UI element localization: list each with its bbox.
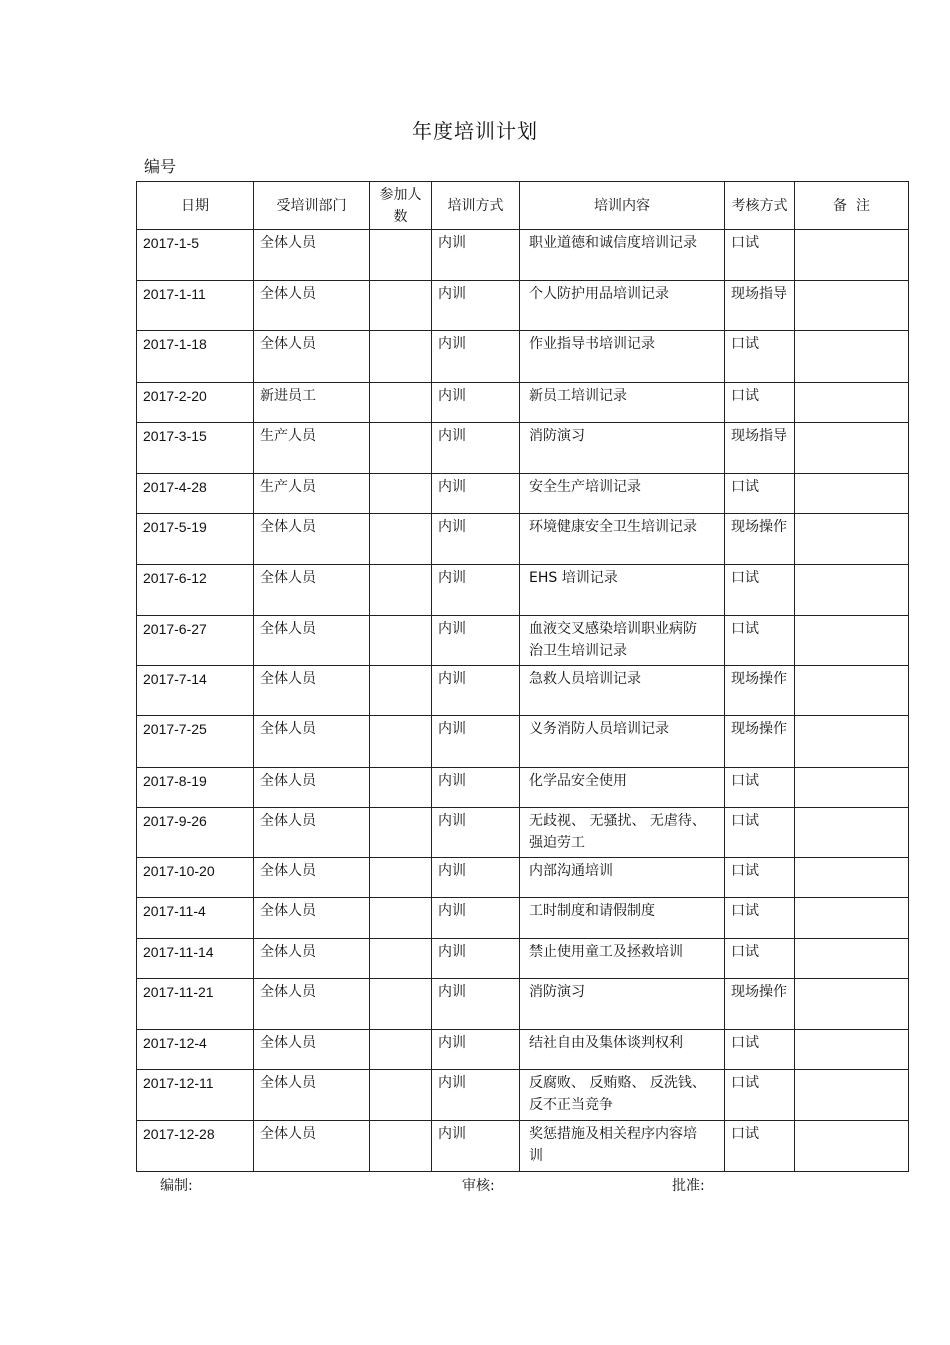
cell-remark: [795, 514, 909, 565]
table-row: [137, 1030, 909, 1070]
cell-check: 口试: [725, 1070, 795, 1121]
cell-remark: [795, 979, 909, 1030]
cell-date: 2017-7-25: [137, 716, 254, 768]
cell-content: 消防演习: [520, 979, 725, 1030]
cell-content: 新员工培训记录: [520, 383, 725, 423]
cell-remark: [795, 716, 909, 768]
cell-date: 2017-11-14: [137, 939, 254, 979]
cell-dept: 全体人员: [254, 1070, 370, 1121]
cell-check: 口试: [725, 768, 795, 808]
cell-dept: 全体人员: [254, 666, 370, 716]
cell-date: 2017-6-12: [137, 565, 254, 616]
table-row: [137, 423, 909, 474]
cell-check: 口试: [725, 1121, 795, 1172]
cell-count: [370, 281, 432, 331]
header-dept: 受培训部门: [254, 182, 370, 230]
cell-content: 化学品安全使用: [520, 768, 725, 808]
cell-remark: [795, 808, 909, 858]
cell-remark: [795, 666, 909, 716]
cell-content: 职业道德和诚信度培训记录: [520, 230, 725, 281]
cell-check: 现场指导: [725, 281, 795, 331]
table-row: [137, 716, 909, 768]
cell-method: 内训: [432, 808, 520, 858]
cell-remark: [795, 768, 909, 808]
cell-method: 内训: [432, 474, 520, 514]
cell-count: [370, 383, 432, 423]
cell-content: 个人防护用品培训记录: [520, 281, 725, 331]
cell-check: 口试: [725, 939, 795, 979]
cell-date: 2017-4-28: [137, 474, 254, 514]
cell-check: 现场指导: [725, 423, 795, 474]
table-row: [137, 898, 909, 939]
cell-content: 反腐败、 反贿赂、 反洗钱、反不正当竞争: [520, 1070, 725, 1121]
cell-remark: [795, 939, 909, 979]
training-plan-table: [136, 181, 909, 1172]
cell-dept: 生产人员: [254, 474, 370, 514]
cell-date: 2017-9-26: [137, 808, 254, 858]
cell-count: [370, 979, 432, 1030]
cell-dept: 全体人员: [254, 281, 370, 331]
table-row: [137, 331, 909, 383]
document-code-label: 编号: [144, 157, 177, 176]
table-row: [137, 616, 909, 666]
cell-method: 内训: [432, 768, 520, 808]
cell-method: 内训: [432, 565, 520, 616]
cell-dept: 全体人员: [254, 1121, 370, 1172]
table-row: [137, 514, 909, 565]
header-remark: 备 注: [795, 182, 909, 230]
table-row: [137, 474, 909, 514]
cell-content: 消防演习: [520, 423, 725, 474]
cell-method: 内训: [432, 858, 520, 898]
table-row: [137, 1070, 909, 1121]
table-row: [137, 768, 909, 808]
cell-count: [370, 1121, 432, 1172]
cell-remark: [795, 1070, 909, 1121]
cell-dept: 全体人员: [254, 1030, 370, 1070]
table-row: [137, 383, 909, 423]
header-date: 日期: [137, 182, 254, 230]
cell-method: 内训: [432, 979, 520, 1030]
cell-count: [370, 474, 432, 514]
cell-remark: [795, 1030, 909, 1070]
cell-check: 口试: [725, 1030, 795, 1070]
cell-count: [370, 666, 432, 716]
cell-content: 奖惩措施及相关程序内容培训: [520, 1121, 725, 1172]
cell-content: 急救人员培训记录: [520, 666, 725, 716]
cell-content: 血液交叉感染培训职业病防治卫生培训记录: [520, 616, 725, 666]
table-row: [137, 979, 909, 1030]
cell-date: 2017-12-11: [137, 1070, 254, 1121]
cell-count: [370, 1030, 432, 1070]
cell-method: 内训: [432, 616, 520, 666]
table-header-row: [137, 182, 909, 230]
cell-check: 口试: [725, 383, 795, 423]
cell-date: 2017-8-19: [137, 768, 254, 808]
cell-dept: 全体人员: [254, 514, 370, 565]
cell-content: 安全生产培训记录: [520, 474, 725, 514]
cell-method: 内训: [432, 666, 520, 716]
cell-method: 内训: [432, 423, 520, 474]
cell-content: 无歧视、 无骚扰、 无虐待、强迫劳工: [520, 808, 725, 858]
cell-check: 现场操作: [725, 716, 795, 768]
cell-check: 现场操作: [725, 514, 795, 565]
cell-remark: [795, 230, 909, 281]
cell-content: 内部沟通培训: [520, 858, 725, 898]
cell-check: 口试: [725, 565, 795, 616]
cell-count: [370, 423, 432, 474]
cell-date: 2017-2-20: [137, 383, 254, 423]
cell-check: 口试: [725, 808, 795, 858]
cell-count: [370, 716, 432, 768]
cell-check: 口试: [725, 230, 795, 281]
table-row: [137, 281, 909, 331]
header-check: 考核方式: [725, 182, 795, 230]
cell-date: 2017-1-18: [137, 331, 254, 383]
cell-count: [370, 230, 432, 281]
cell-content: 义务消防人员培训记录: [520, 716, 725, 768]
cell-remark: [795, 383, 909, 423]
cell-remark: [795, 858, 909, 898]
table-row: [137, 230, 909, 281]
cell-remark: [795, 616, 909, 666]
cell-remark: [795, 565, 909, 616]
table-row: [137, 858, 909, 898]
cell-method: 内训: [432, 1070, 520, 1121]
cell-dept: 全体人员: [254, 565, 370, 616]
table-row: [137, 808, 909, 858]
cell-remark: [795, 281, 909, 331]
cell-method: 内训: [432, 939, 520, 979]
reviewed-by-label: 审核:: [462, 1178, 495, 1194]
cell-content: 作业指导书培训记录: [520, 331, 725, 383]
cell-date: 2017-11-21: [137, 979, 254, 1030]
cell-dept: 全体人员: [254, 808, 370, 858]
cell-date: 2017-12-28: [137, 1121, 254, 1172]
cell-remark: [795, 474, 909, 514]
table-row: [137, 1121, 909, 1172]
cell-date: 2017-5-19: [137, 514, 254, 565]
cell-check: 口试: [725, 474, 795, 514]
cell-dept: 全体人员: [254, 979, 370, 1030]
cell-remark: [795, 423, 909, 474]
cell-check: 口试: [725, 858, 795, 898]
table-body: [137, 230, 909, 1172]
cell-count: [370, 616, 432, 666]
cell-method: 内训: [432, 1121, 520, 1172]
cell-dept: 全体人员: [254, 858, 370, 898]
header-method: 培训方式: [432, 182, 520, 230]
cell-method: 内训: [432, 898, 520, 939]
cell-content: EHS 培训记录: [520, 565, 725, 616]
cell-check: 现场操作: [725, 979, 795, 1030]
cell-count: [370, 768, 432, 808]
cell-method: 内训: [432, 514, 520, 565]
cell-dept: 全体人员: [254, 768, 370, 808]
cell-check: 口试: [725, 898, 795, 939]
cell-count: [370, 858, 432, 898]
table-row: [137, 939, 909, 979]
cell-method: 内训: [432, 281, 520, 331]
table-row: [137, 565, 909, 616]
cell-method: 内训: [432, 1030, 520, 1070]
cell-dept: 全体人员: [254, 939, 370, 979]
cell-date: 2017-12-4: [137, 1030, 254, 1070]
page-title: 年度培训计划: [412, 119, 538, 143]
cell-method: 内训: [432, 716, 520, 768]
cell-remark: [795, 898, 909, 939]
cell-dept: 生产人员: [254, 423, 370, 474]
cell-check: 口试: [725, 616, 795, 666]
cell-count: [370, 565, 432, 616]
header-content: 培训内容: [520, 182, 725, 230]
cell-content: 工时制度和请假制度: [520, 898, 725, 939]
cell-dept: 全体人员: [254, 616, 370, 666]
cell-date: 2017-1-5: [137, 230, 254, 281]
cell-dept: 新进员工: [254, 383, 370, 423]
cell-check: 口试: [725, 331, 795, 383]
cell-content: 结社自由及集体谈判权利: [520, 1030, 725, 1070]
cell-date: 2017-1-11: [137, 281, 254, 331]
cell-method: 内训: [432, 383, 520, 423]
cell-dept: 全体人员: [254, 230, 370, 281]
cell-date: 2017-11-4: [137, 898, 254, 939]
cell-method: 内训: [432, 331, 520, 383]
cell-method: 内训: [432, 230, 520, 281]
cell-count: [370, 808, 432, 858]
cell-count: [370, 1070, 432, 1121]
cell-count: [370, 514, 432, 565]
cell-remark: [795, 331, 909, 383]
cell-dept: 全体人员: [254, 716, 370, 768]
header-count: 参加人数: [370, 182, 432, 230]
cell-content: 禁止使用童工及拯救培训: [520, 939, 725, 979]
cell-count: [370, 939, 432, 979]
approved-by-label: 批准:: [672, 1178, 705, 1194]
cell-date: 2017-7-14: [137, 666, 254, 716]
cell-check: 现场操作: [725, 666, 795, 716]
cell-count: [370, 898, 432, 939]
cell-content: 环境健康安全卫生培训记录: [520, 514, 725, 565]
cell-date: 2017-10-20: [137, 858, 254, 898]
cell-remark: [795, 1121, 909, 1172]
cell-count: [370, 331, 432, 383]
cell-dept: 全体人员: [254, 898, 370, 939]
cell-date: 2017-6-27: [137, 616, 254, 666]
cell-dept: 全体人员: [254, 331, 370, 383]
cell-date: 2017-3-15: [137, 423, 254, 474]
compiled-by-label: 编制:: [160, 1178, 193, 1194]
table-row: [137, 666, 909, 716]
